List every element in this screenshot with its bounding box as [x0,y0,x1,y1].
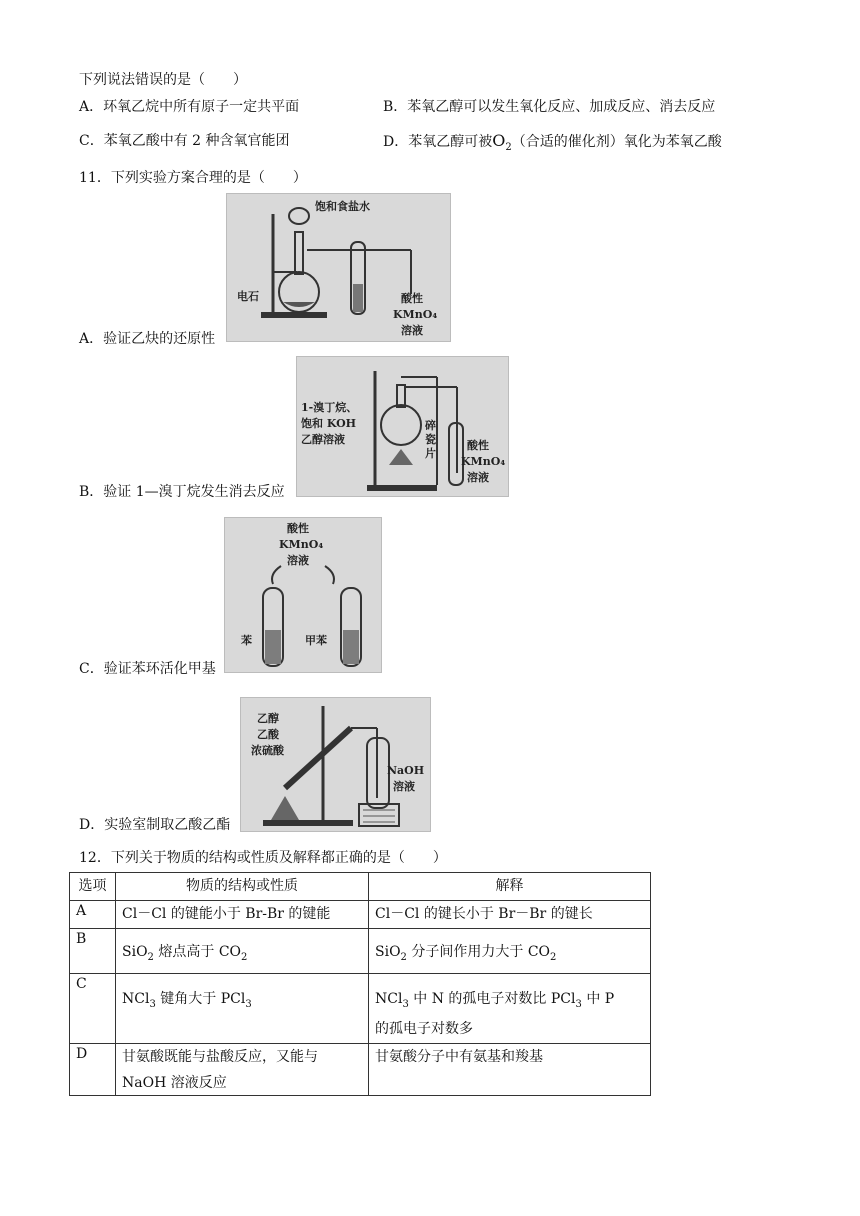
q11-stem: 11．下列实验方案合理的是（ ） [79,170,307,186]
q12-stem: 12．下列关于物质的结构或性质及解释都正确的是（ ） [79,850,447,866]
row-d-option: D [70,1044,116,1096]
q11-option-d: D．实验室制取乙酸乙酯 [79,817,231,833]
row-d-explanation: 甘氨酸分子中有氨基和羧基 [369,1044,651,1096]
header-option: 选项 [70,873,116,901]
figure-bromobutane-apparatus: 1-溴丁烷、 饱和 KOH 乙醇溶液 碎 瓷 片 酸性 KMnO₄ 溶液 [296,356,509,497]
table-row [70,974,651,1044]
row-a-option: A [70,901,116,929]
row-c-explanation: NCl$_3$ 中 N 的孤电子对数比 PCl$_3$ 中 P 的孤电子对数多 [369,974,651,1044]
table-row [70,1044,651,1096]
q10-option-b: B．苯氧乙醇可以发生氧化反应、加成反应、消去反应 [383,99,716,115]
row-a-explanation: Cl－Cl 的键长小于 Br－Br 的键长 [369,901,651,929]
q12-table [69,872,651,1096]
figure-ethyl-acetate-apparatus: 乙醇 乙酸 浓硫酸 NaOH 溶液 [240,697,431,832]
q11-option-c: C．验证苯环活化甲基 [79,661,216,677]
row-c-property: NCl$_3$ 键角大于 PCl$_3$ [116,974,369,1044]
q11-option-a: A．验证乙炔的还原性 [79,331,216,347]
q11-option-b: B．验证 1—溴丁烷发生消去反应 [79,484,285,500]
row-a-property: Cl－Cl 的键能小于 Br-Br 的键能 [116,901,369,929]
q10-option-c: C．苯氧乙酸中有 2 种含氧官能团 [79,133,290,149]
table-row [70,929,651,974]
header-property: 物质的结构或性质 [116,873,369,901]
row-c-option: C [70,974,116,1044]
table-header-row [70,873,651,901]
figure-acetylene-apparatus: 饱和食盐水 电石 酸性 KMnO₄ 溶液 [226,193,451,342]
figure-benzene-toluene-tubes: 酸性 KMnO₄ 溶液 苯 甲苯 [224,517,382,673]
row-b-option: B [70,929,116,974]
row-d-property: 甘氨酸既能与盐酸反应，又能与 NaOH 溶液反应 [116,1044,369,1096]
q10-option-d: D．苯氧乙醇可被$O_2$（合适的催化剂）氧化为苯氧乙酸 [383,131,722,153]
table-row [70,901,651,929]
q10-option-a: A．环氧乙烷中所有原子一定共平面 [79,99,300,115]
q10-stem: 下列说法错误的是（ ） [79,72,247,88]
row-b-explanation: SiO$_2$ 分子间作用力大于 $CO_2$ [369,929,651,974]
row-b-property: SiO$_2$ 熔点高于 $CO_2$ [116,929,369,974]
header-explanation: 解释 [369,873,651,901]
